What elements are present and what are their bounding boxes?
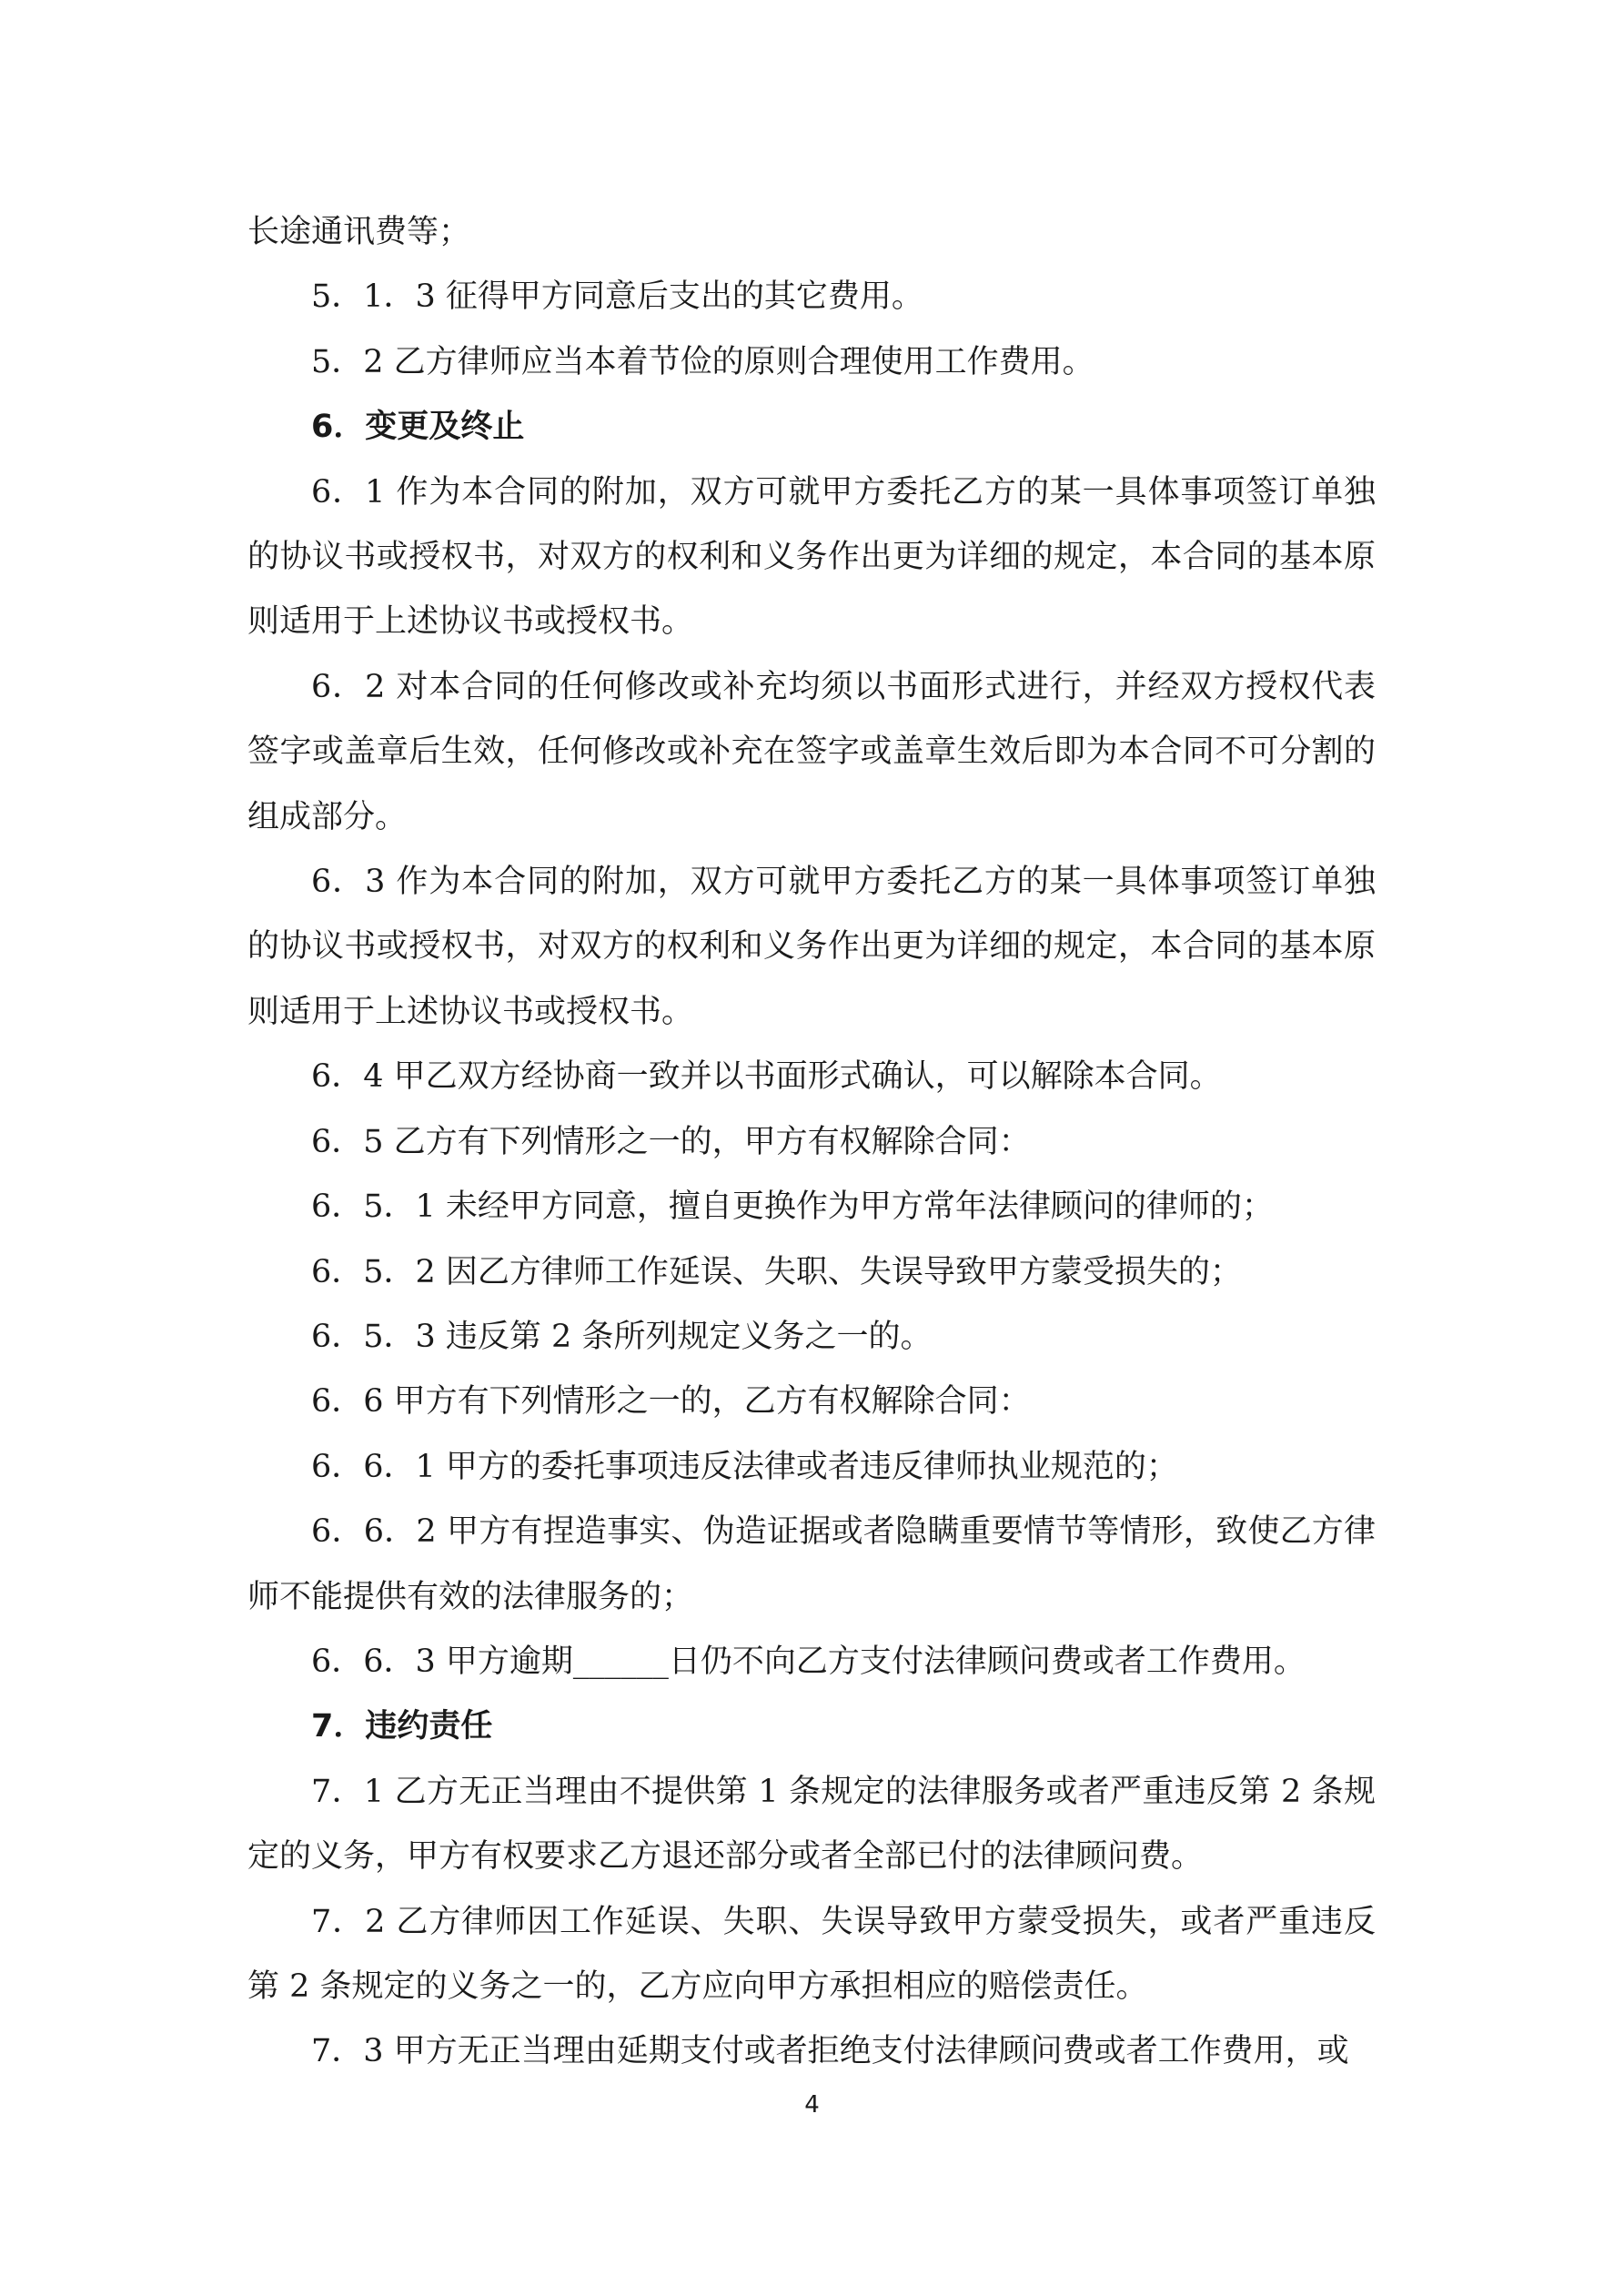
section-heading: 6．变更及终止 xyxy=(311,409,525,446)
paragraph: 5．1．3 征得甲方同意后支出的其它费用。 xyxy=(311,278,923,316)
paragraph: 6．5 乙方有下列情形之一的，甲方有权解除合同： xyxy=(311,1123,1031,1160)
paragraph: 6．5．2 因乙方律师工作延误、失职、失误导致甲方蒙受损失的； xyxy=(311,1253,1242,1290)
document-body xyxy=(247,200,1376,2085)
paragraph: 6．5．3 违反第 2 条所列规定义务之一的。 xyxy=(311,1318,933,1355)
paragraph: 6．6 甲方有下列情形之一的，乙方有权解除合同： xyxy=(311,1383,1031,1421)
paragraph: 6．5．1 未经甲方同意，擅自更换作为甲方常年法律顾问的律师的； xyxy=(311,1188,1274,1226)
page-number: 4 xyxy=(804,2091,820,2119)
paragraph: 6．2 对本合同的任何修改或补充均须以书面形式进行，并经双方授权代表签字或盖章后生效，任何修改或补充在签字或盖章生效后即为本合同不可分割的组成部分。 xyxy=(247,668,1376,835)
section-heading: 7．违约责任 xyxy=(311,1708,493,1745)
paragraph: 6．6．1 甲方的委托事项违反法律或者违反律师执业规范的； xyxy=(311,1448,1178,1485)
paragraph: 7．1 乙方无正当理由不提供第 1 条规定的法律服务或者严重违反第 2 条规定的义务，甲方有权要求乙方退还部分或者全部已付的法律顾问费。 xyxy=(247,1773,1376,1876)
paragraph: 5．2 乙方律师应当本着节俭的原则合理使用工作费用。 xyxy=(311,343,1094,380)
paragraph: 7．2 乙方律师因工作延误、失职、失误导致甲方蒙受损失，或者严重违反第 2 条规定的义务之一的，乙方应向甲方承担相应的赔偿责任。 xyxy=(247,1903,1376,2005)
paragraph: 6．6．2 甲方有捏造事实、伪造证据或者隐瞒重要情节等情形，致使乙方律师不能提供有效的法律服务的； xyxy=(247,1513,1376,1615)
paragraph: 长途通讯费等； xyxy=(247,214,471,250)
paragraph: 6．1 作为本合同的附加，双方可就甲方委托乙方的某一具体事项签订单独的协议书或授权书，对双方的权利和义务作出更为详细的规定，本合同的基本原则适用于上述协议书或授权书。 xyxy=(247,473,1376,641)
paragraph: 6．6．3 甲方逾期______日仍不向乙方支付法律顾问费或者工作费用。 xyxy=(311,1643,1306,1680)
paragraph: 6．4 甲乙双方经协商一致并以书面形式确认，可以解除本合同。 xyxy=(311,1058,1222,1096)
paragraph: 6．3 作为本合同的附加，双方可就甲方委托乙方的某一具体事项签订单独的协议书或授权书，对双方的权利和义务作出更为详细的规定，本合同的基本原则适用于上述协议书或授权书。 xyxy=(247,864,1376,1030)
paragraph: 7．3 甲方无正当理由延期支付或者拒绝支付法律顾问费或者工作费用，或 xyxy=(311,2033,1349,2070)
